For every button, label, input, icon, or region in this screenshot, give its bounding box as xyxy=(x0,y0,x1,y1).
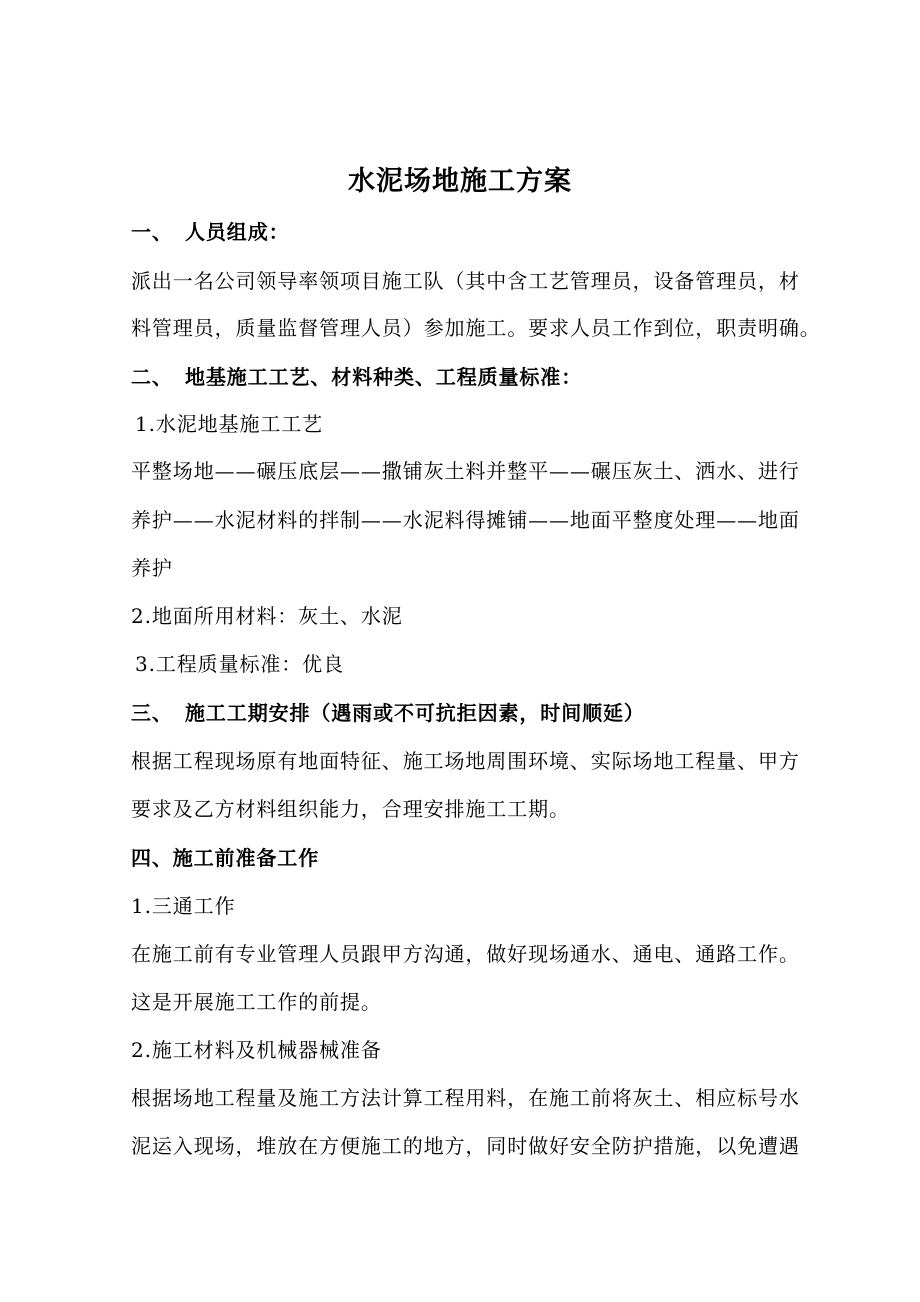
process-line-2: 养护——水泥材料的拌制——水泥料得摊铺——地面平整度处理——地面 xyxy=(131,508,800,532)
section-4-item-2-line-1: 根据场地工程量及施工方法计算工程用料，在施工前将灰土、相应标号水 xyxy=(131,1086,800,1110)
section-4-item-1-line-1: 在施工前有专业管理人员跟甲方沟通，做好现场通水、通电、通路工作。 xyxy=(131,942,800,966)
document-title: 水泥场地施工方案 xyxy=(348,166,572,197)
section-2-number: 二、 xyxy=(131,365,173,389)
section-2-heading xyxy=(131,362,582,392)
section-2-item-1: 1.水泥地基施工工艺 xyxy=(135,412,324,436)
section-3-heading xyxy=(131,698,645,728)
section-4-item-1-line-2: 这是开展施工工作的前提。 xyxy=(131,990,382,1014)
section-3-paragraph-line-1: 根据工程现场原有地面特征、施工场地周围环境、实际场地工程量、甲方 xyxy=(131,749,800,773)
section-3-paragraph-line-2: 要求及乙方材料组织能力，合理安排施工工期。 xyxy=(131,797,570,821)
section-4-item-2: 2.施工材料及机械器械准备 xyxy=(131,1038,382,1062)
process-line-1: 平整场地——碾压底层——撒铺灰土料并整平——碾压灰土、洒水、进行 xyxy=(131,459,800,483)
section-2-item-2: 2.地面所用材料：灰土、水泥 xyxy=(131,604,403,628)
section-4-heading: 四、施工前准备工作 xyxy=(131,846,320,870)
section-3-number: 三、 xyxy=(131,701,173,725)
section-1-paragraph-line-1: 派出一名公司领导率领项目施工队（其中含工艺管理员，设备管理员，材 xyxy=(131,269,800,293)
process-line-3: 养护 xyxy=(131,556,173,580)
section-2-title: 地基施工工艺、材料种类、工程质量标准： xyxy=(185,365,583,389)
section-4-item-1: 1.三通工作 xyxy=(131,894,236,918)
section-2-item-3: 3.工程质量标准：优良 xyxy=(135,652,344,676)
section-3-title: 施工工期安排（遇雨或不可抗拒因素，时间顺延） xyxy=(185,701,645,725)
section-1-heading xyxy=(131,217,290,247)
section-4-item-2-line-2: 泥运入现场，堆放在方便施工的地方，同时做好安全防护措施，以免遭遇 xyxy=(131,1134,800,1158)
section-1-title: 人员组成： xyxy=(185,220,290,244)
section-1-number: 一、 xyxy=(131,220,173,244)
section-1-paragraph-line-2: 料管理员，质量监督管理人员）参加施工。要求人员工作到位，职责明确。 xyxy=(131,316,821,340)
